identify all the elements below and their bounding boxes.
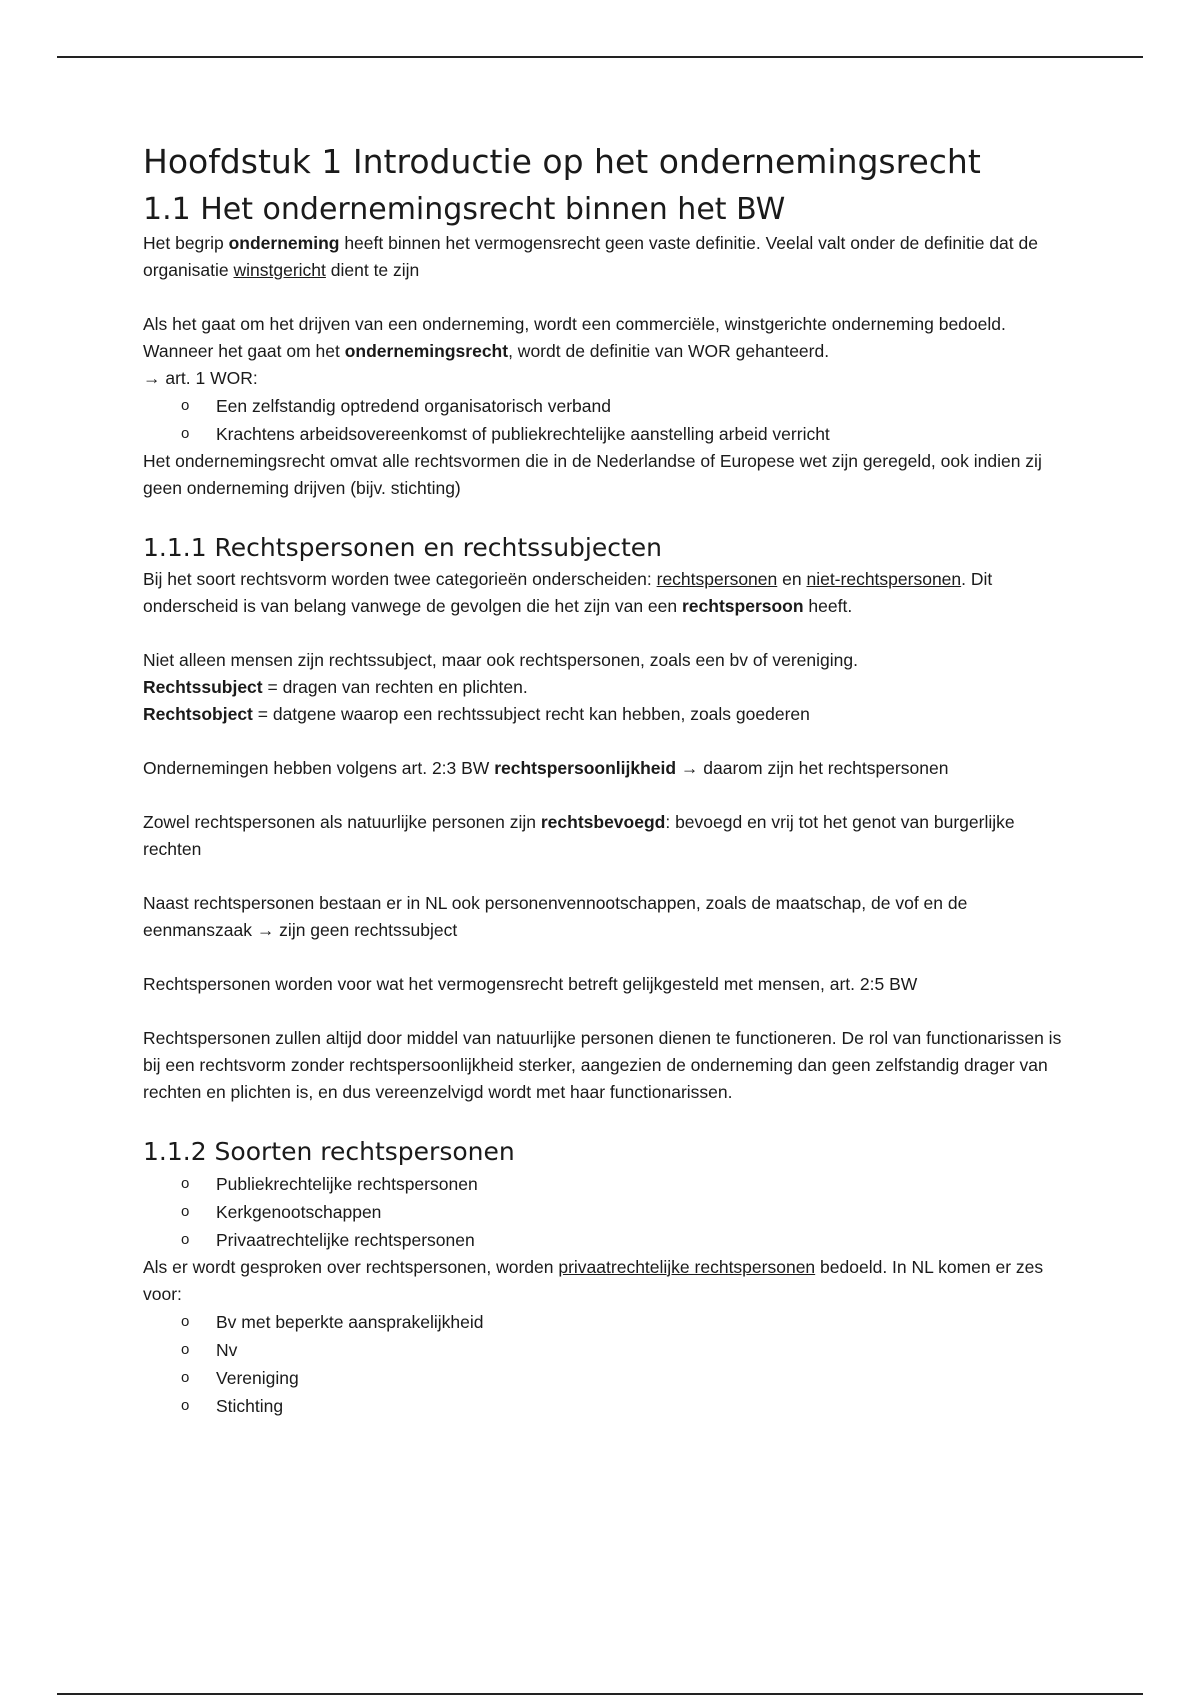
circle-bullet-icon: o xyxy=(181,1341,190,1358)
list-item: o Stichting xyxy=(143,1392,1063,1420)
circle-bullet-icon: o xyxy=(181,397,190,414)
paragraph: Niet alleen mensen zijn rechtssubject, maar ook rechtspersonen, zoals een bv of vereniging. xyxy=(143,650,858,670)
bullet-list xyxy=(143,392,1063,448)
header-rule xyxy=(57,56,1143,58)
footer-rule xyxy=(57,1693,1143,1695)
circle-bullet-icon: o xyxy=(181,1369,190,1386)
list-item: o Vereniging xyxy=(143,1364,1063,1392)
chapter-title: Hoofdstuk 1 Introductie op het ondernemingsrecht xyxy=(143,142,981,181)
paragraph: Naast rechtspersonen bestaan er in NL ook personenvennootschappen, zoals de maatschap, de vof en de eenmanszaak → zijn geen rechtssubject xyxy=(143,893,968,940)
arrow-line: → art. 1 WOR: xyxy=(143,368,258,388)
paragraph: Als het gaat om het drijven van een onderneming, wordt een commerciële, winstgerichte onderneming bedoeld. Wanneer het gaat om het ondernemingsrecht, wordt de definitie van WOR gehanteerd. xyxy=(143,314,1006,361)
paragraph: Rechtspersonen worden voor wat het vermogensrecht betreft gelijkgesteld met mensen, art. 2:5 BW xyxy=(143,974,918,994)
paragraph: Het ondernemingsrecht omvat alle rechtsvormen die in de Nederlandse of Europese wet zijn geregeld, ook indien zij geen onderneming drijven (bijv. stichting) xyxy=(143,451,1042,498)
list-item: o Bv met beperkte aansprakelijkheid xyxy=(143,1308,1063,1336)
circle-bullet-icon: o xyxy=(181,1397,190,1414)
bullet-list xyxy=(143,1170,1063,1254)
bullet-list xyxy=(143,1308,1063,1420)
circle-bullet-icon: o xyxy=(181,1203,190,1220)
paragraph: Bij het soort rechtsvorm worden twee categorieën onderscheiden: rechtspersonen en niet-rechtspersonen. Dit onderscheid is van belang vanwege de gevolgen die het zijn van een rechtspersoon heeft. xyxy=(143,569,993,616)
list-item: o Krachtens arbeidsovereenkomst of publiekrechtelijke aanstelling arbeid verricht xyxy=(143,420,1063,448)
list-item: o Publiekrechtelijke rechtspersonen xyxy=(143,1170,1063,1198)
circle-bullet-icon: o xyxy=(181,1175,190,1192)
section-heading-1-1-2: 1.1.2 Soorten rechtspersonen xyxy=(143,1137,515,1166)
section-heading-1-1: 1.1 Het ondernemingsrecht binnen het BW xyxy=(143,192,786,227)
circle-bullet-icon: o xyxy=(181,1231,190,1248)
list-item: o Privaatrechtelijke rechtspersonen xyxy=(143,1226,1063,1254)
list-item: o Een zelfstandig optredend organisatorisch verband xyxy=(143,392,1063,420)
circle-bullet-icon: o xyxy=(181,1313,190,1330)
circle-bullet-icon: o xyxy=(181,425,190,442)
list-item: o Nv xyxy=(143,1336,1063,1364)
section-heading-1-1-1: 1.1.1 Rechtspersonen en rechtssubjecten xyxy=(143,533,663,562)
list-item: o Kerkgenootschappen xyxy=(143,1198,1063,1226)
paragraph: Ondernemingen hebben volgens art. 2:3 BW rechtspersoonlijkheid → daarom zijn het rechtspersonen xyxy=(143,758,949,778)
definition-line: Rechtssubject = dragen van rechten en plichten. xyxy=(143,677,528,697)
paragraph: Als er wordt gesproken over rechtspersonen, worden privaatrechtelijke rechtspersonen bedoeld. In NL komen er zes voor: xyxy=(143,1257,1044,1304)
document-body xyxy=(143,138,1063,1420)
paragraph: Het begrip onderneming heeft binnen het vermogensrecht geen vaste definitie. Veelal valt onder de definitie dat de organisatie winstgericht dient te zijn xyxy=(143,233,1038,280)
paragraph: Zowel rechtspersonen als natuurlijke personen zijn rechtsbevoegd: bevoegd en vrij tot het genot van burgerlijke rechten xyxy=(143,812,1015,859)
definition-line: Rechtsobject = datgene waarop een rechtssubject recht kan hebben, zoals goederen xyxy=(143,704,810,724)
paragraph: Rechtspersonen zullen altijd door middel van natuurlijke personen dienen te functioneren. De rol van functionarissen is bij een rechtsvorm zonder rechtspersoonlijkheid sterker, aangezien de onderneming dan geen zelfstandig drager van rechten en plichten is, en dus vereenzelvigd wordt met haar functionarissen. xyxy=(143,1028,1062,1102)
